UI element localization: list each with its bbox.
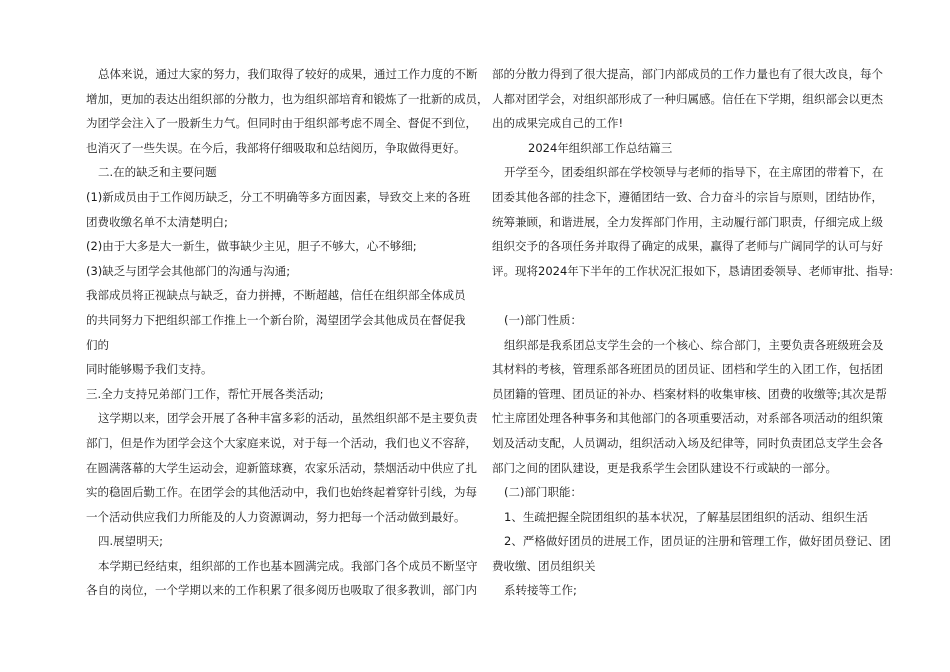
text-line: 员团籍的管理、团员证的补办、档案材料的收集审核、团费的收缴等;其次是帮 [492, 386, 887, 401]
text-line: 忙主席团处理各种事务和其他部门的各项重要活动，对系部各项活动的组织策 [492, 411, 883, 426]
text-line: 总体来说，通过大家的努力，我们取得了较好的成果，通过工作力度的不断 [98, 67, 478, 81]
text-line: 为团学会注入了一股新生力气。但同时由于组织部考虑不周全、督促不到位， [86, 116, 477, 131]
text-line: (3)缺乏与团学会其他部门的沟通与沟通; [86, 263, 291, 278]
text-line: 三.全力支持兄弟部门工作，帮忙开展各类活动; [86, 386, 324, 401]
text-line: 二.在的缺乏和主要问题 [98, 165, 217, 180]
text-line: 四.展望明天; [98, 534, 164, 549]
text-line: 实的稳固后勤工作。在团学会的其他活动中，我们也始终起着穿针引线，为每 [86, 485, 477, 500]
text-line: 部门之间的团队建设，更是我系学生会团队建设不行或缺的一部分。 [492, 460, 837, 475]
text-line: 部门，但是作为团学会这个大家庭来说，对于每一个活动，我们也义不容辞， [86, 435, 477, 450]
text-line: 人都对团学会，对组织部形成了一种归属感。信任在下学期，组织部会以更杰 [492, 91, 883, 106]
text-line: 本学期已经结束，组织部的工作也基本圆满完成。我部门各个成员不断坚守 [98, 558, 478, 573]
text-line: 部的分散力得到了很大提高，部门内部成员的工作力量也有了很大改良，每个 [492, 67, 883, 81]
text-line: 的共同努力下把组织部工作推上一个新台阶，渴望团学会其他成员在督促我 [86, 312, 466, 327]
text-line: 其材料的考核，管理系部各班团员的团员证、团档和学生的入团工作，包括团 [492, 362, 883, 377]
text-line: 统筹兼顾，和谐进展，全力发挥部门作用，主动履行部门职责，仔细完成上级 [492, 214, 883, 229]
text-line: 2、严格做好团员的进展工作，团员证的注册和管理工作，做好团员登记、团 [504, 534, 891, 549]
text-line: 划及活动支配，人员调动，组织活动入场及纪律等，同时负责团总支学生会各 [492, 435, 883, 450]
text-line: (1)新成员由于工作阅历缺乏，分工不明确等多方面因素，导致交上来的各班 [86, 189, 471, 204]
text-line: 增加，更加的表达出组织部的分散力，也为组织部培育和锻炼了一批新的成员， [86, 91, 489, 106]
text-line [492, 283, 872, 308]
text-line: 同时能够赐予我们支持。 [86, 362, 213, 377]
text-line: 评。现将2024年下半年的工作状况汇报如下，恳请团委领导、老师审批、指导: [492, 263, 894, 278]
text-line: 们的 [86, 337, 109, 352]
text-line: (二)部门职能： [504, 485, 582, 500]
text-line: (2)由于大多是大一新生，做事缺少主见，胆子不够大，心不够细; [86, 239, 417, 254]
text-line: 在圆满落幕的大学生运动会，迎新篮球赛，农家乐活动，禁烟活动中供应了扎 [86, 460, 477, 475]
text-line: 组织部是我系团总支学生会的一个核心、综合部门，主要负责各班级班会及 [504, 337, 884, 352]
text-line: 系转接等工作; [504, 583, 577, 598]
text-line: 一个活动供应我们力所能及的人力资源调动，努力把每一个活动做到最好。 [86, 509, 466, 524]
text-line: 组织交予的各项任务并取得了确定的成果，赢得了老师与广阔同学的认可与好 [492, 239, 883, 254]
text-line: 也消灭了一些失误。在今后，我部将仔细吸取和总结阅历，争取做得更好。 [86, 140, 466, 155]
text-line: 团费收缴名单不太清楚明白; [86, 214, 228, 229]
text-line: 团委其他各部的挂念下，遵循团结一致、合力奋斗的宗旨与原则，团结协作， [492, 189, 883, 204]
text-line: 开学至今，团委组织部在学校领导与老师的指导下，在主席团的带着下，在 [504, 165, 884, 180]
text-line: 1、生疏把握全院团组织的基本状况，了解基层团组织的活动、组织生活 [504, 509, 868, 524]
right-text-column [492, 62, 894, 603]
text-line: (一)部门性质： [504, 312, 582, 327]
left-text-column [86, 62, 489, 603]
text-line: 我部成员将正视缺点与缺乏，奋力拼搏，不断超越，信任在组织部全体成员 [86, 288, 466, 303]
text-line: 2024年组织部工作总结篇三 [528, 140, 673, 155]
text-line: 费收缴、团员组织关 [492, 558, 596, 573]
text-line: 这学期以来，团学会开展了各种丰富多彩的活动，虽然组织部不是主要负责 [98, 411, 478, 426]
text-line: 出的成果完成自己的工作! [492, 116, 624, 131]
text-line: 各自的岗位，一个学期以来的工作积累了很多阅历也吸取了很多教训，部门内 [86, 583, 477, 598]
